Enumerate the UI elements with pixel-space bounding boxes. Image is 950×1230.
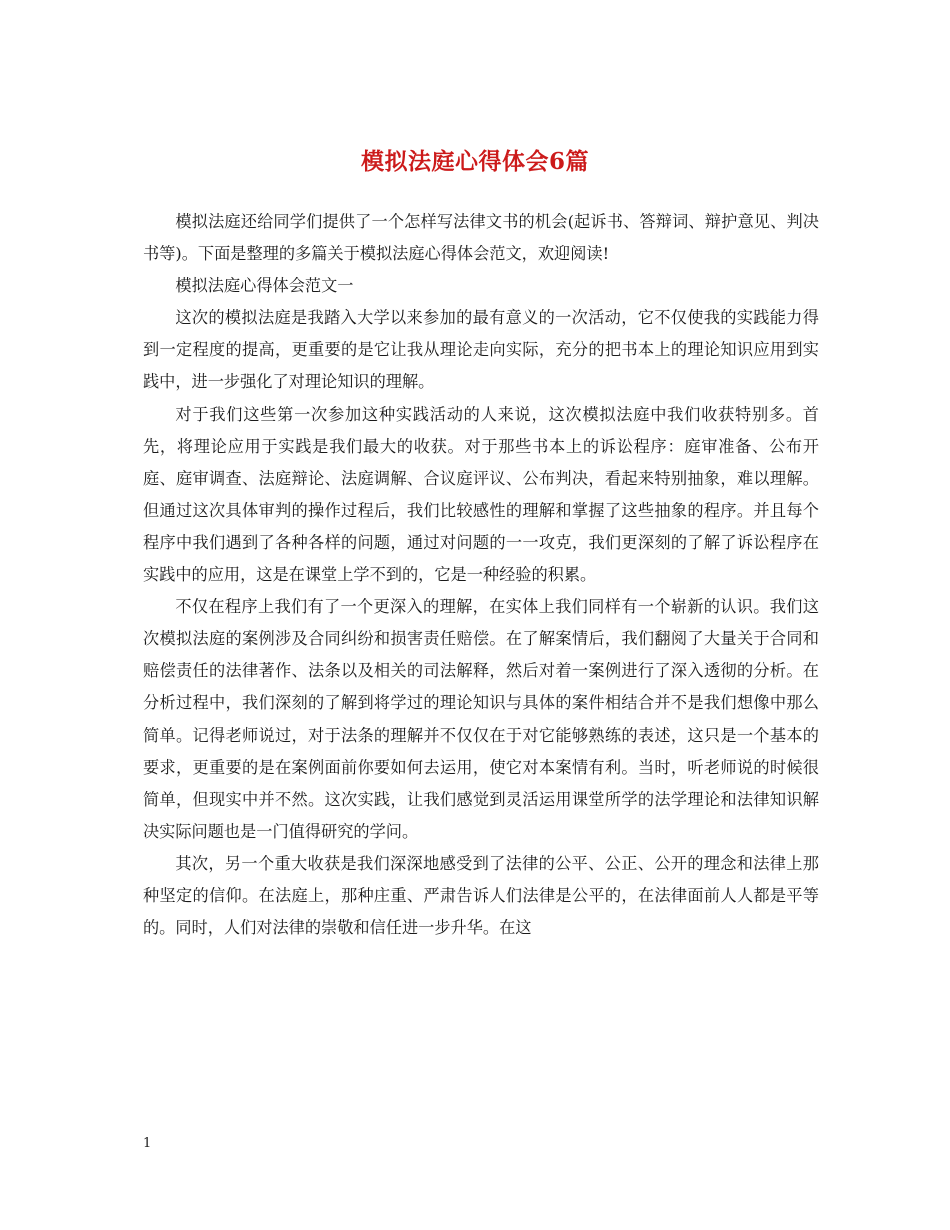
page-number: 1 — [143, 1136, 152, 1151]
body-paragraph: 这次的模拟法庭是我踏入大学以来参加的最有意义的一次活动，它不仅使我的实践能力得到一定程度的提高，更重要的是它让我从理论走向实际，充分的把书本上的理论知识应用到实践中，进一步强化了对理论知识的理解。 — [143, 308, 819, 392]
body-paragraph: 对于我们这些第一次参加这种实践活动的人来说，这次模拟法庭中我们收获特别多。首先，将理论应用于实践是我们最大的收获。对于那些书本上的诉讼程序：庭审准备、公布开庭、庭审调查、法庭辩论、法庭调解、合议庭评议、公布判决，看起来特别抽象，难以理解。但通过这次具体审判的操作过程后，我们比较感性的理解和掌握了这些抽象的程序。并且每个程序中我们遇到了各种各样的问题，通过对问题的一一攻克，我们更深刻的了解了诉讼程序在实践中的应用，这是在课堂上学不到的，它是一种经验的积累。 — [143, 404, 819, 585]
body-paragraph: 不仅在程序上我们有了一个更深入的理解，在实体上我们同样有一个崭新的认识。我们这次模拟法庭的案例涉及合同纠纷和损害责任赔偿。在了解案情后，我们翻阅了大量关于合同和赔偿责任的法律著作、法条以及相关的司法解释，然后对着一案例进行了深入透彻的分析。在分析过程中，我们深刻的了解到将学过的理论知识与具体的案件相结合并不是我们想像中那么简单。记得老师说过，对于法条的理解并不仅仅在于对它能够熟练的表述，这只是一个基本的要求，更重要的是在案例面前你要如何去运用，使它对本案情有利。当时，听老师说的时候很简单，但现实中并不然。这次实践，让我们感觉到灵活运用课堂所学的法学理论和法律知识解决实际问题也是一门值得研究的学问。 — [143, 597, 819, 841]
section-heading: 模拟法庭心得体会范文一 — [175, 276, 354, 296]
document-title: 模拟法庭心得体会6篇 — [360, 148, 589, 176]
document-body — [143, 206, 819, 944]
body-paragraph: 其次，另一个重大收获是我们深深地感受到了法律的公平、公正、公开的理念和法律上那种坚定的信仰。在法庭上，那种庄重、严肃告诉人们法律是公平的，在法律面前人人都是平等的。同时，人们对法律的崇敬和信任进一步升华。在这 — [143, 853, 819, 938]
intro-paragraph: 模拟法庭还给同学们提供了一个怎样写法律文书的机会(起诉书、答辩词、辩护意见、判决书等)。下面是整理的多篇关于模拟法庭心得体会范文，欢迎阅读! — [143, 212, 819, 264]
